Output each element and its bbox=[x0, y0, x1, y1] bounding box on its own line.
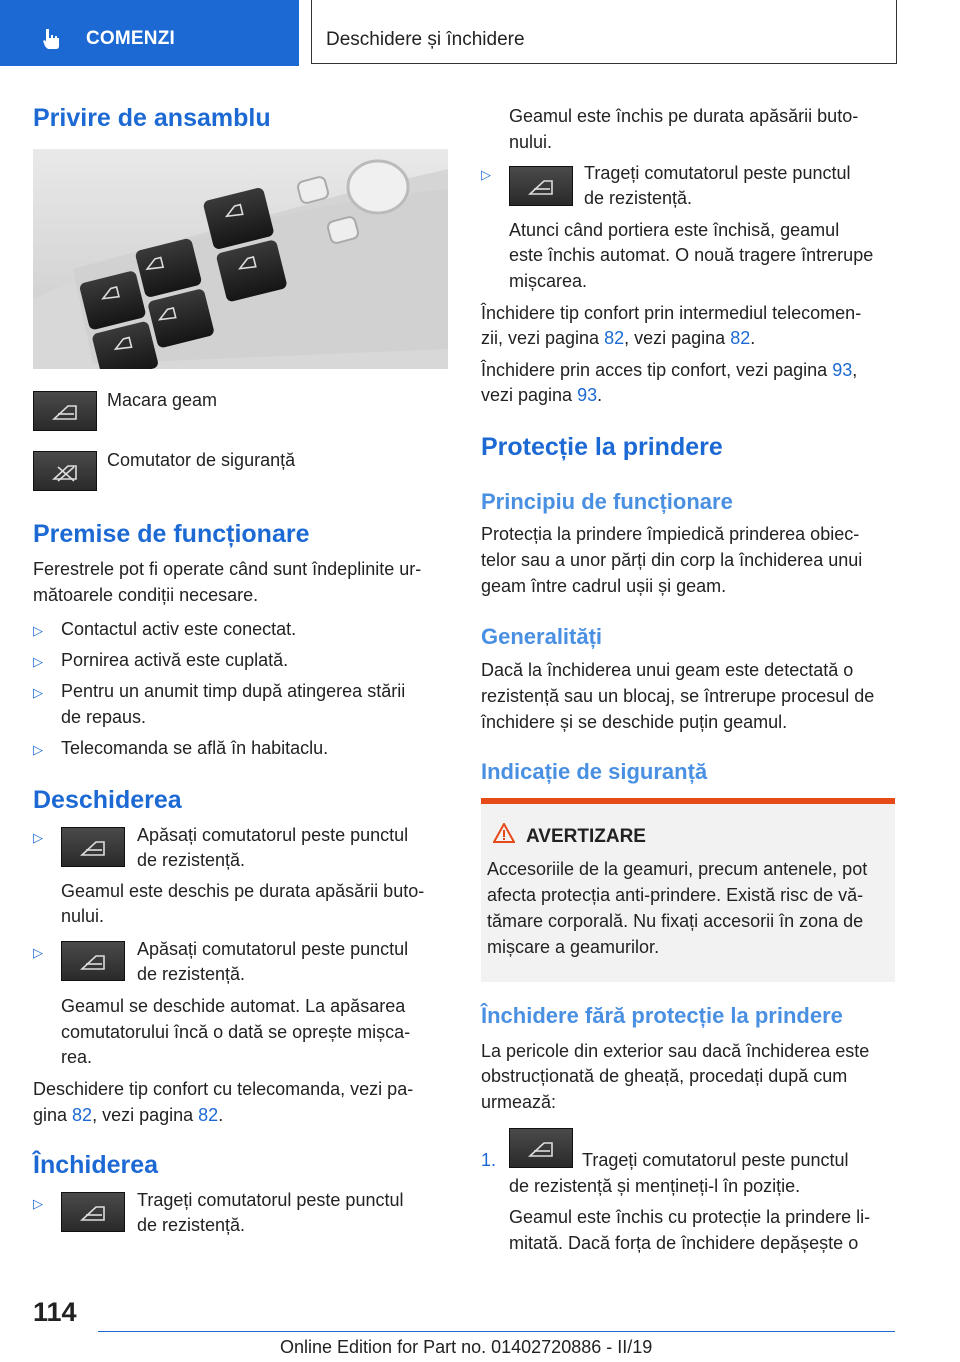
general-line3: închidere și se deschide puțin geamul. bbox=[481, 712, 788, 732]
close-step1-line2: de rezistență. bbox=[137, 1215, 246, 1235]
noprot-line3: urmează: bbox=[481, 1092, 557, 1112]
open-step2-result2: comutatorului încă o dată se oprește mișca- bbox=[61, 1022, 411, 1042]
step-number: 1. bbox=[481, 1150, 497, 1170]
heading-safety-note: Indicație de siguranță bbox=[481, 759, 708, 784]
premise-bullet-2: Pornirea activă este cuplată. bbox=[61, 650, 289, 670]
close-step1-result1: Geamul este închis pe durata apăsării buto- bbox=[509, 106, 859, 126]
open-step2-result1: Geamul se deschide automat. La apăsarea bbox=[61, 996, 406, 1016]
chapter-tab[interactable] bbox=[0, 0, 299, 66]
text: Închidere prin acces tip confort, vezi pagina bbox=[481, 360, 833, 380]
noprot-step1-result2: mitată. Dacă forța de închidere depășește o bbox=[509, 1233, 859, 1253]
window-switch-photo bbox=[33, 149, 448, 369]
close-step1-line1: Trageți comutatorul peste punctul bbox=[137, 1190, 404, 1210]
noprot-step1-result1: Geamul este închis cu protecție la prindere li- bbox=[509, 1207, 871, 1227]
text: . bbox=[597, 385, 603, 405]
text: . bbox=[750, 328, 756, 348]
legend-safety-switch: Comutator de siguranță bbox=[107, 450, 296, 470]
premise-intro-line1: Ferestrele pot fi operate când sunt îndeplinite ur- bbox=[33, 559, 422, 579]
general-line2: rezistență sau un blocaj, se întrerupe procesul de bbox=[481, 686, 875, 706]
text: gina bbox=[33, 1105, 73, 1125]
premise-bullet-1: Contactul activ este conectat. bbox=[61, 619, 297, 639]
bullet-triangle-icon: ▷ bbox=[33, 654, 43, 669]
close-step2-result1: Atunci când portiera este închisă, geamul bbox=[509, 220, 840, 240]
bullet-triangle-icon: ▷ bbox=[481, 167, 491, 182]
window-lift-symbol bbox=[509, 166, 573, 206]
edition-note: Online Edition for Part no. 01402720886 - II/19 bbox=[280, 1337, 653, 1357]
text: , vezi pagina bbox=[624, 328, 731, 348]
close-step2-line1: Trageți comutatorul peste punctul bbox=[584, 163, 851, 183]
heading-opening: Deschiderea bbox=[33, 786, 182, 814]
open-comfort-line1: Deschidere tip confort cu telecomanda, vezi pa- bbox=[33, 1079, 414, 1099]
bullet-triangle-icon: ▷ bbox=[33, 742, 43, 757]
open-step1-result1: Geamul este deschis pe durata apăsării buto- bbox=[61, 881, 425, 901]
heading-principle: Principiu de funcționare bbox=[481, 489, 733, 514]
bullet-triangle-icon: ▷ bbox=[33, 830, 43, 845]
warning-line1: Accesoriile de la geamuri, precum antenele, pot bbox=[487, 859, 868, 879]
heading-premise: Premise de funcționare bbox=[33, 520, 310, 548]
noprot-step1-line1: Trageți comutatorul peste punctul bbox=[582, 1150, 849, 1170]
close-comfort1-line2 bbox=[481, 326, 755, 352]
window-lift-symbol bbox=[61, 827, 125, 867]
principle-line3: geam între cadrul ușii și geam. bbox=[481, 576, 727, 596]
text: , vezi pagina bbox=[92, 1105, 199, 1125]
text: vezi pagina bbox=[481, 385, 578, 405]
page-link[interactable]: 93 bbox=[832, 360, 853, 380]
window-lift-symbol bbox=[61, 1192, 125, 1232]
page-number: 114 bbox=[33, 1297, 77, 1327]
close-comfort2-line2 bbox=[481, 383, 602, 409]
page-link[interactable]: 82 bbox=[72, 1105, 93, 1125]
warning-line3: tămare corporală. Nu fixați accesorii în zona de bbox=[487, 911, 864, 931]
close-step2-line2: de rezistență. bbox=[584, 188, 693, 208]
warning-line2: afecta protecția anti-prindere. Există risc de vă- bbox=[487, 885, 864, 905]
bullet-triangle-icon: ▷ bbox=[33, 945, 43, 960]
noprot-line1: La pericole din exterior sau dacă închiderea este bbox=[481, 1041, 870, 1061]
heading-general: Generalități bbox=[481, 624, 603, 649]
heading-pinch-protection: Protecție la prindere bbox=[481, 433, 723, 461]
close-comfort2-line1 bbox=[481, 358, 857, 384]
close-step2-result2: este închis automat. O nouă tragere întrerupe bbox=[509, 245, 874, 265]
open-step1-line1: Apăsați comutatorul peste punctul bbox=[137, 825, 409, 845]
warning-triangle-icon bbox=[493, 823, 515, 848]
heading-closing: Închiderea bbox=[33, 1151, 159, 1179]
page-header bbox=[0, 0, 960, 66]
premise-bullet-4: Telecomanda se află în habitaclu. bbox=[61, 738, 329, 758]
close-comfort1-line1: Închidere tip confort prin intermediul telecomen- bbox=[481, 303, 862, 323]
bullet-triangle-icon: ▷ bbox=[33, 1196, 43, 1211]
premise-bullet-3-line2: de repaus. bbox=[61, 707, 147, 727]
page-link[interactable]: 82 bbox=[730, 328, 751, 348]
premise-bullet-3-line1: Pentru un anumit timp după atingerea stării bbox=[61, 681, 406, 701]
open-comfort-line2 bbox=[33, 1103, 223, 1129]
heading-no-protection: Închidere fără protecție la prindere bbox=[481, 1003, 843, 1028]
open-step1-line2: de rezistență. bbox=[137, 850, 246, 870]
text: . bbox=[218, 1105, 224, 1125]
page-link[interactable]: 82 bbox=[604, 328, 625, 348]
warning-box bbox=[481, 798, 895, 982]
open-step2-result3: rea. bbox=[61, 1047, 93, 1067]
bullet-triangle-icon: ▷ bbox=[33, 685, 43, 700]
window-lift-symbol bbox=[33, 391, 97, 431]
section-title-box bbox=[311, 0, 897, 64]
text: zii, vezi pagina bbox=[481, 328, 605, 348]
principle-line2: telor sau a unor părți din corp la închiderea unui bbox=[481, 550, 863, 570]
open-step2-line2: de rezistență. bbox=[137, 964, 246, 984]
open-step1-result2: nului. bbox=[61, 906, 105, 926]
warning-line4: mișcare a geamurilor. bbox=[487, 937, 660, 957]
principle-line1: Protecția la prindere împiedică prinderea obiec- bbox=[481, 524, 860, 544]
page-link[interactable]: 93 bbox=[577, 385, 598, 405]
noprot-step1-line2: de rezistență și mențineți-l în poziție. bbox=[509, 1176, 801, 1196]
footer-divider bbox=[98, 1331, 895, 1332]
chapter-tab-label: COMENZI bbox=[86, 28, 176, 49]
safety-switch-symbol bbox=[33, 451, 97, 491]
general-line1: Dacă la închiderea unui geam este detectată o bbox=[481, 660, 854, 680]
warning-label: AVERTIZARE bbox=[526, 826, 646, 847]
heading-overview: Privire de ansamblu bbox=[33, 104, 271, 132]
text: , bbox=[852, 360, 858, 380]
hand-pointer-icon bbox=[40, 26, 64, 55]
noprot-line2: obstrucționată de gheață, procedați după cum bbox=[481, 1066, 848, 1086]
legend-window-lift: Macara geam bbox=[107, 390, 218, 410]
bullet-triangle-icon: ▷ bbox=[33, 623, 43, 638]
section-title: Deschidere și închidere bbox=[326, 29, 525, 50]
window-lift-symbol bbox=[509, 1128, 573, 1168]
close-step2-result3: mișcarea. bbox=[509, 271, 588, 291]
open-step2-line1: Apăsați comutatorul peste punctul bbox=[137, 939, 409, 959]
page-link[interactable]: 82 bbox=[198, 1105, 219, 1125]
window-lift-symbol bbox=[61, 941, 125, 981]
close-step1-result2: nului. bbox=[509, 132, 553, 152]
premise-intro-line2: mătoarele condiții necesare. bbox=[33, 585, 259, 605]
